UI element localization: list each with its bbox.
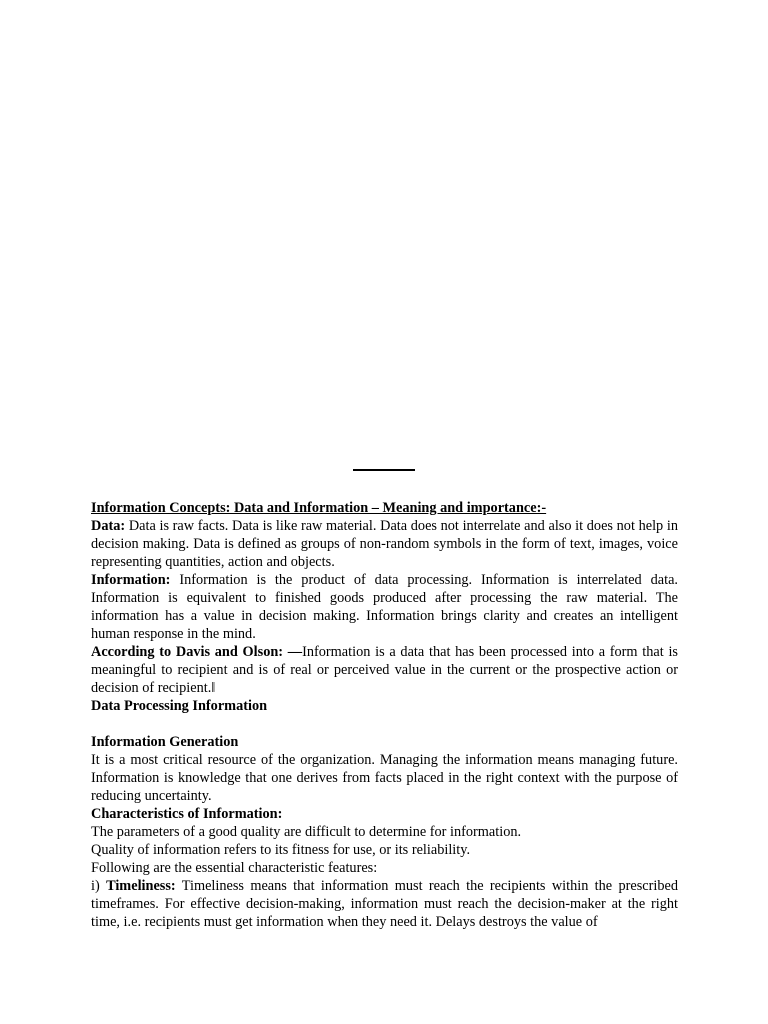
characteristics-line-1: The parameters of a good quality are difficult to determine for information. [91, 824, 522, 840]
davis-olson-paragraph [91, 643, 678, 697]
characteristics-line-2: Quality of information refers to its fitness for use, or its reliability. [91, 842, 471, 858]
characteristics-line-3: Following are the essential characteristic features: [91, 860, 378, 876]
information-generation-heading: Information Generation [91, 734, 239, 750]
timeliness-paragraph [91, 877, 678, 931]
characteristics-heading: Characteristics of Information: [91, 806, 283, 822]
information-generation-text: It is a most critical resource of the organization. Managing the information means managing future. Information is knowledge that one derives from facts placed in the right context with the purpose of reducing uncertainty. [91, 752, 678, 804]
timeliness-prefix: i) [91, 878, 107, 894]
information-label: Information: [91, 572, 171, 588]
davis-olson-label: According to Davis and Olson: ― [91, 644, 303, 660]
information-paragraph [91, 571, 678, 643]
timeliness-label: Timeliness: [106, 878, 176, 894]
data-label: Data: [91, 518, 126, 534]
main-heading: Information Concepts: Data and Information – Meaning and importance:- [91, 500, 547, 516]
horizontal-rule [353, 469, 415, 471]
davis-olson-text: Information is a data that has been processed into a form that is meaningful to recipient and is of real or perceived value in the current or the prospective action or decision of recipient.‖ [91, 644, 678, 696]
data-paragraph [91, 517, 678, 571]
information-text: Information is the product of data processing. Information is interrelated data. Information is equivalent to finished goods produced after processing the raw material. The information has a value in decision making. Information brings clarity and creates an intelligent human response in the mind. [91, 572, 678, 642]
blank-line [91, 715, 678, 733]
document-body [91, 499, 678, 931]
data-text: Data is raw facts. Data is like raw material. Data does not interrelate and also it does not help in decision making. Data is defined as groups of non-random symbols in the form of text, images, voice representing quantities, action and objects. [91, 518, 678, 570]
data-processing-heading: Data Processing Information [91, 698, 268, 714]
timeliness-text: Timeliness means that information must reach the recipients within the prescribed timeframes. For effective decision-making, information must reach the decision-maker at the right time, i.e. recipients must get information when they need it. Delays destroys the value of [91, 878, 679, 930]
